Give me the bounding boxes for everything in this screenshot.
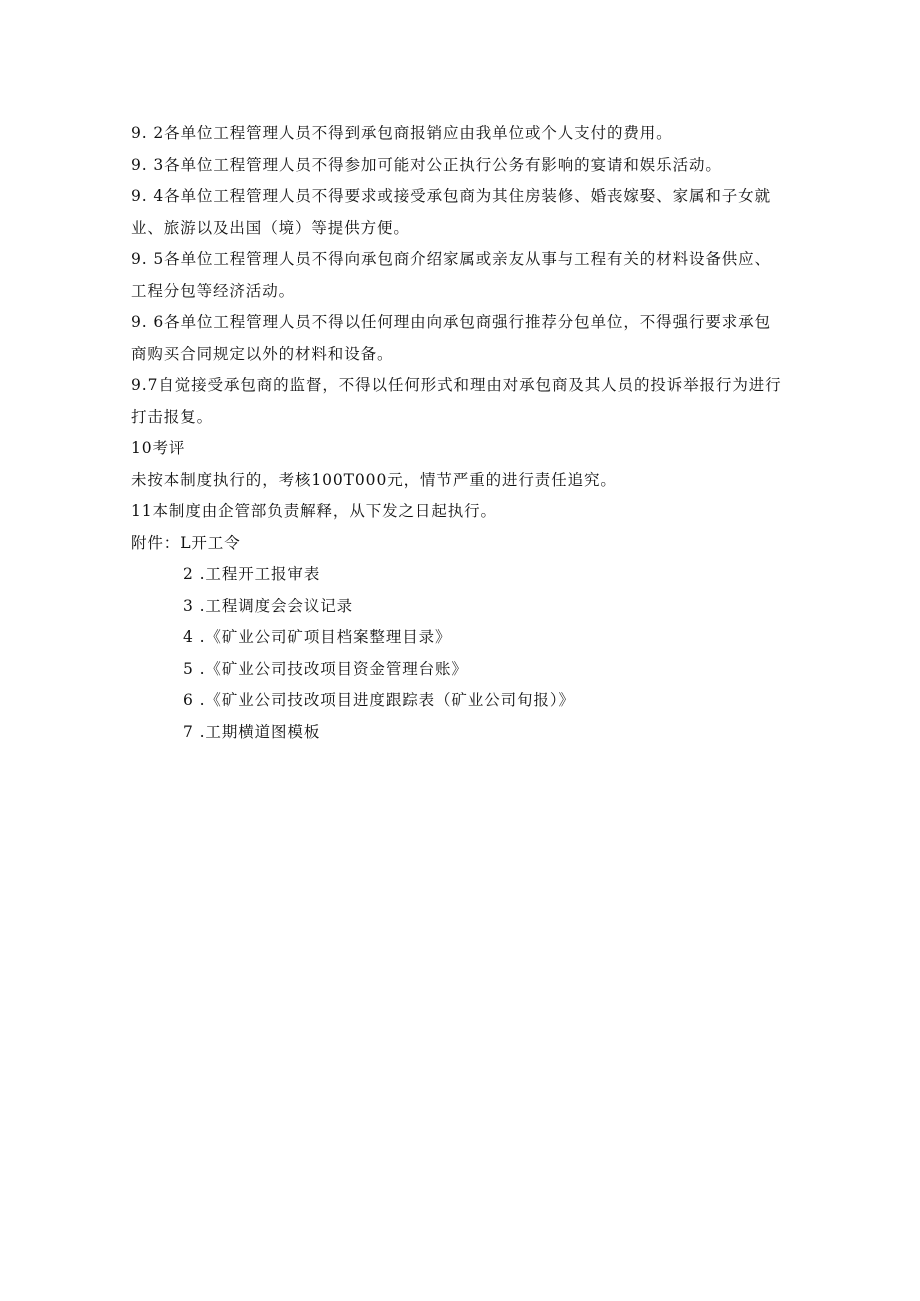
clause-9-5-line-1: 9. 5各单位工程管理人员不得向承包商介绍家属或亲友从事与工程有关的材料设备供应、 (131, 250, 771, 268)
clause-9-7-line-1: 9.7自觉接受承包商的监督，不得以任何形式和理由对承包商及其人员的投诉举报行为进行 (131, 376, 782, 394)
attachments-list (131, 559, 811, 748)
section-10-heading: 10考评 (131, 439, 186, 457)
clause-9-2-line: 9. 2各单位工程管理人员不得到承包商报销应由我单位或个人支付的费用。 (131, 124, 673, 142)
clause-9-4-line-2: 业、旅游以及出国（境）等提供方便。 (131, 218, 410, 237)
clause-9-5-line-2: 工程分包等经济活动。 (131, 281, 296, 300)
section-10-text: 未按本制度执行的，考核100T000元，情节严重的进行责任追究。 (131, 470, 617, 489)
section-11-text: 11本制度由企管部负责解释，从下发之日起执行。 (131, 502, 497, 520)
attachment-item-3: 3 .工程调度会会议记录 (183, 596, 354, 615)
clause-9-6-line-2: 商购买合同规定以外的材料和设备。 (131, 344, 394, 363)
attachment-item-4: 4 .《矿业公司矿项目档案整理目录》 (183, 628, 452, 646)
clause-9-7-line-2: 打击报复。 (131, 407, 214, 426)
attachment-item-6: 6 .《矿业公司技改项目进度跟踪表（矿业公司旬报）》 (183, 691, 575, 709)
attachments-heading: 附件：L开工令 (131, 533, 241, 552)
attachment-item-7: 7 .工期横道图模板 (183, 722, 321, 741)
document-body (131, 118, 811, 748)
attachment-item-2: 2 .工程开工报审表 (183, 565, 321, 583)
clause-9-6-line-1: 9. 6各单位工程管理人员不得以任何理由向承包商强行推荐分包单位，不得强行要求承包 (131, 313, 771, 331)
clause-9-3-line: 9. 3各单位工程管理人员不得参加可能对公正执行公务有影响的宴请和娱乐活动。 (131, 155, 722, 174)
clause-9-4-line-1: 9. 4各单位工程管理人员不得要求或接受承包商为其住房装修、婚丧嫁娶、家属和子女就 (131, 187, 771, 205)
attachment-item-5: 5 .《矿业公司技改项目资金管理台账》 (183, 659, 468, 678)
